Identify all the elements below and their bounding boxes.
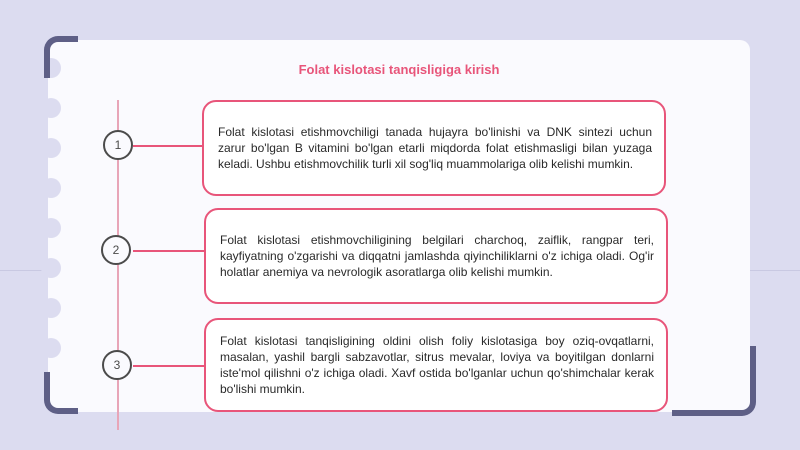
step-1-text: Folat kislotasi etishmovchiligi tanada hujayra bo'linishi va DNK sintezi uchun zarur bo'lgan B vitamini bo'lgan etarli miqdorda folat etishmasligi bilan yuzaga keladi. Ushbu etishmovchilik turli xil sog'liq muammolariga olib kelishi mumkin. [218, 125, 652, 171]
step-3-marker [102, 350, 132, 380]
hole-icon [41, 138, 61, 158]
hole-icon [41, 298, 61, 318]
hole-icon [41, 178, 61, 198]
connector-line [133, 145, 203, 147]
step-3-text: Folat kislotasi tanqisligining oldini olish foliy kislotasiga boy oziq-ovqatlarni, masalan, yashil bargli sabzavotlar, sitrus mevalar, loviya va boyitilgan donlarni iste'mol qilishni o'z ichiga oladi. Xavf ostida bo'lganlar uchun qo'shimchalar kerak bo'lishi mumkin. [220, 334, 654, 396]
frame-corner-bottom-right [672, 346, 756, 416]
step-2-box [204, 208, 668, 304]
slide-title: Folat kislotasi tanqisligiga kirish [298, 62, 500, 77]
frame-corner-bottom-left [44, 372, 78, 414]
connector-line [133, 365, 205, 367]
step-3-box [204, 318, 668, 412]
hole-icon [41, 98, 61, 118]
step-number: 1 [114, 138, 122, 152]
step-number: 2 [112, 243, 120, 257]
step-1-box [202, 100, 666, 196]
step-number: 3 [113, 358, 121, 372]
hole-icon [41, 338, 61, 358]
connector-line [133, 250, 205, 252]
hole-icon [41, 258, 61, 278]
hole-icon [41, 218, 61, 238]
step-1-marker [103, 130, 133, 160]
step-2-marker [101, 235, 131, 265]
step-2-text: Folat kislotasi etishmovchiligining belgilari charchoq, zaiflik, rangpar teri, kayfiyatning o'zgarishi va diqqatni jamlashda qiyinchiliklarni o'z ichiga oladi. Og'ir holatlar anemiya va nevrologik asoratlarga olib kelishi mumkin. [220, 233, 654, 279]
notebook-holes [41, 58, 61, 358]
